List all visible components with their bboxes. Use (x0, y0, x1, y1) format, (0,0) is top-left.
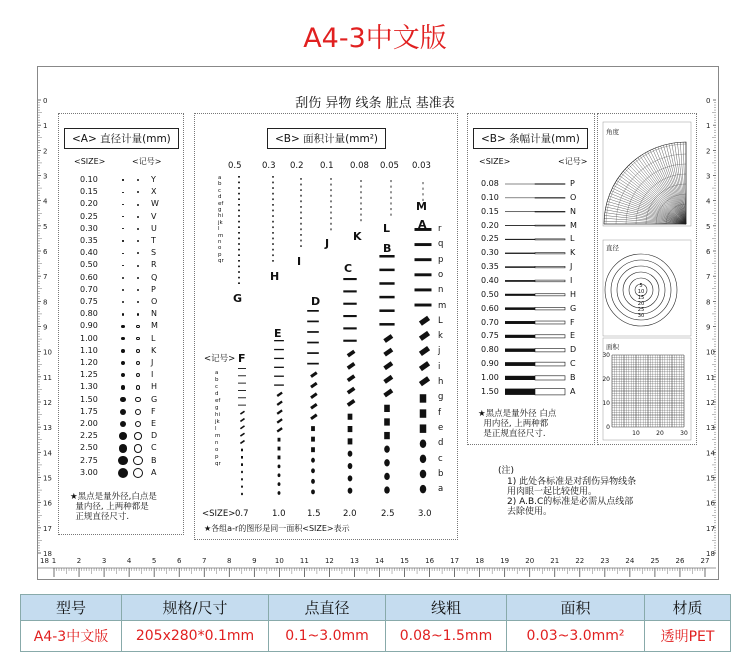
diameter-mark: H (151, 382, 158, 392)
diameter-circle-label: 25 (637, 307, 645, 313)
diameter-mark: J (151, 358, 154, 367)
area-top-value: 0.1 (320, 161, 334, 171)
diameter-mark: P (151, 284, 156, 294)
diameter-mark: S (151, 248, 157, 258)
ruler-right-label: 9 (706, 323, 711, 332)
diameter-mark: T (151, 236, 156, 245)
width-mark: O (570, 192, 577, 202)
ruler-left-label: 14 (43, 449, 52, 458)
ruler-right-label: 1 (706, 122, 711, 131)
ruler-left-label: 8 (43, 298, 48, 307)
width-mark: P (570, 179, 575, 188)
diameter-size-value: 1.20 (80, 358, 98, 367)
diameter-size-value: 1.00 (80, 333, 98, 343)
diameter-mark: A (151, 467, 157, 477)
width-mark: N (570, 206, 576, 216)
area-right-letter: f (438, 407, 441, 418)
spec-table (20, 594, 731, 652)
spec-value-material: 透明PET (645, 621, 731, 652)
diameter-mark-header: <记号> (132, 157, 162, 166)
diameter-mark: D (151, 431, 158, 441)
diameter-size-value: 0.40 (80, 248, 98, 258)
ruler-right-label: 4 (706, 197, 711, 206)
ruler-bottom-label: 5 (151, 557, 157, 565)
diameter-mark: G (151, 394, 158, 404)
spec-value-size: 205x280*0.1mm (122, 621, 269, 652)
ruler-right-label: 8 (706, 298, 711, 307)
ruler-right-label: 16 (706, 499, 715, 508)
width-size-header: <SIZE> (479, 157, 511, 166)
remarks-line-4: 去除使用。 (507, 507, 553, 517)
area-letter-column-top: abcdefghijklmnopqr (218, 175, 224, 265)
angle-ray (608, 199, 686, 224)
ruler-left-label: 17 (43, 524, 52, 533)
ruler-bottom-label: 14 (375, 557, 384, 565)
width-mark: M (570, 220, 577, 230)
ruler-bottom-label: 17 (450, 557, 460, 565)
width-size-value: 1.00 (481, 372, 499, 382)
ruler-left-label: 2 (43, 147, 48, 156)
area-top-value: 0.05 (380, 161, 399, 171)
diameter-mark: E (151, 419, 157, 428)
angle-gauge-label: 角度 (606, 128, 619, 136)
diameter-size-value: 0.70 (80, 284, 98, 294)
ruler-bottom-label: 4 (126, 557, 132, 565)
width-size-value: 0.80 (481, 345, 499, 355)
width-size-value: 0.50 (481, 289, 499, 299)
diameter-circle-label: 20 (637, 301, 645, 307)
ruler-left-label: 15 (43, 474, 52, 483)
ruler-right-label: 6 (706, 248, 711, 256)
width-size-value: 0.30 (481, 248, 499, 258)
width-size-value: 1.50 (481, 386, 499, 396)
diameter-mark: I (151, 370, 154, 380)
grid-x-label: 30 (680, 430, 688, 437)
spec-value-area: 0.03~3.0mm² (507, 621, 645, 652)
diameter-mark: C (151, 443, 157, 453)
angle-ray (638, 158, 686, 224)
ruler-bottom-label: 24 (625, 557, 635, 565)
ruler-bottom-label: 10 (274, 557, 284, 565)
ruler-bottom-label: 18 (475, 557, 485, 565)
diameter-size-value: 0.25 (80, 211, 98, 221)
ruler-bottom-label: 16 (425, 557, 435, 565)
width-size-value: 0.25 (481, 234, 499, 244)
area-gauge-label: 面积 (606, 343, 619, 351)
width-mark: E (570, 331, 576, 341)
spec-header-model: 型号 (21, 595, 122, 621)
area-mid-letter: C (344, 262, 353, 275)
width-mark: K (570, 248, 576, 258)
area-top-letter: L (383, 222, 391, 235)
width-size-value: 0.90 (481, 359, 499, 369)
angle-ray (661, 146, 686, 224)
diameter-size-value: 0.10 (80, 175, 98, 184)
diameter-mark: Q (151, 272, 158, 282)
area-right-letter: o (438, 269, 444, 280)
diameter-mark: W (151, 199, 159, 209)
area-right-letter: m (438, 300, 447, 311)
spec-header-line: 线粗 (386, 595, 507, 621)
diameter-size-value: 2.00 (80, 419, 98, 428)
ruler-left-label: 6 (43, 248, 48, 256)
grid-y-label: 10 (602, 400, 610, 407)
area-right-letter: n (438, 285, 444, 296)
diameter-size-value: 2.75 (80, 455, 98, 465)
diameter-mark: L (151, 333, 156, 343)
ruler-right-label: 15 (706, 474, 715, 483)
card-title: 刮伤 异物 线条 脏点 基准表 (295, 96, 455, 111)
area-mark-header: <记号> (204, 354, 236, 364)
diameter-mark: M (151, 321, 158, 331)
area-bottom-value: 2.5 (381, 509, 395, 519)
diameter-mark: K (151, 345, 157, 355)
remarks-line-2: 用肉眼一起比较使用。 (507, 487, 598, 497)
ruler-right-label: 12 (706, 399, 715, 407)
ruler-right-label: 11 (706, 373, 715, 382)
diameter-note: ★黑点是量外径,白点是 量内径, 上两种都是 正规直径尺寸. (70, 492, 157, 522)
angle-ray (620, 176, 686, 224)
width-mark: B (570, 372, 576, 382)
width-mark: C (570, 359, 576, 369)
area-right-letter: a (438, 484, 444, 495)
area-mid-letter: B (383, 242, 392, 255)
diameter-size-value: 0.75 (80, 297, 98, 306)
diameter-mark: R (151, 260, 157, 270)
area-bottom-value: 1.0 (272, 509, 286, 519)
ruler-bottom-label: 26 (675, 557, 685, 565)
diameter-mark: F (151, 406, 156, 416)
ruler-left-label: 13 (43, 424, 52, 433)
ruler-bottom-label: 19 (500, 557, 510, 565)
ruler-left-label: 10 (43, 348, 52, 357)
width-size-value: 0.40 (481, 275, 499, 285)
ruler-right-label: 18 (706, 550, 715, 558)
area-top-value: 0.3 (262, 161, 276, 171)
area-right-letter: p (438, 254, 444, 265)
ruler-left-label: 16 (43, 499, 52, 508)
diameter-circle-label: 10 (637, 289, 645, 295)
area-size-footer: <SIZE> (202, 509, 236, 519)
area-top-value: 0.5 (228, 161, 242, 171)
ruler-right-label: 3 (706, 172, 711, 181)
area-top-letter: K (353, 230, 362, 243)
area-top-letter: I (297, 255, 302, 268)
area-top-letter: G (233, 292, 243, 305)
ruler-bottom-label: 1 (51, 557, 57, 565)
width-mark: I (570, 275, 573, 285)
width-size-value: 0.35 (481, 262, 499, 272)
width-size-value: 0.75 (481, 331, 499, 341)
ruler-bottom-label: 22 (575, 557, 585, 565)
ruler-bottom-label: 25 (650, 557, 660, 565)
ruler-bottom-label: 12 (324, 557, 334, 565)
width-size-value: 0.15 (481, 206, 499, 216)
ruler-right-label: 13 (706, 424, 715, 433)
area-bottom-value: 2.0 (343, 509, 357, 519)
grid-y-label: 0 (606, 424, 610, 431)
diameter-mark: N (151, 309, 157, 319)
ruler-bottom-label: 20 (525, 557, 535, 565)
diameter-mark: O (151, 297, 158, 306)
diameter-size-value: 1.50 (80, 394, 98, 404)
area-right-letter: k (438, 331, 443, 342)
area-top-value: 0.08 (350, 161, 369, 171)
area-top-value: 0.2 (290, 161, 304, 171)
area-right-letter: d (438, 438, 444, 449)
ruler-bottom-label: 21 (550, 557, 560, 565)
ruler-bottom-label: 11 (299, 557, 309, 565)
spec-value-dot: 0.1~3.0mm (269, 621, 386, 652)
diameter-size-value: 0.60 (80, 272, 98, 282)
diameter-mark: V (151, 211, 157, 221)
ruler-bottom-label: 13 (350, 557, 359, 565)
diameter-size-value: 1.75 (80, 406, 98, 416)
ruler-left-label: 0 (43, 97, 48, 105)
ruler-left-label: 7 (43, 273, 48, 282)
area-right-letter: L (438, 315, 443, 326)
ruler-bottom-label: 3 (101, 557, 107, 565)
diameter-size-value: 2.50 (80, 443, 98, 453)
width-size-value: 0.60 (481, 303, 499, 313)
spec-value-model: A4-3中文版 (21, 621, 122, 652)
spec-header-size: 规格/尺寸 (122, 595, 269, 621)
ruler-left-label: 18 (43, 550, 52, 558)
diameter-size-value: 0.90 (80, 321, 98, 331)
spec-table-value-row (21, 621, 731, 652)
ruler-left-label: 4 (43, 197, 48, 206)
diameter-mark: U (151, 223, 157, 233)
area-top-letter: H (270, 270, 280, 283)
area-bottom-value: 3.0 (418, 509, 432, 519)
area-right-letter: q (438, 239, 444, 250)
area-mid-letter: A (418, 218, 427, 231)
width-mark: L (570, 234, 575, 244)
section-width-title: <B> 条幅计量(mm) (473, 128, 588, 149)
diameter-mark: X (151, 187, 157, 197)
ruler-right-label: 7 (706, 273, 711, 282)
page-heading: A4-3中文版 (303, 23, 447, 54)
remarks-head: (注) (498, 466, 515, 476)
ruler-bottom-label: 23 (600, 557, 610, 565)
remarks-line-3: 2) A.B.C的标准是必需从点线部 (507, 497, 634, 507)
width-mark: F (570, 317, 575, 327)
diameter-size-value: 1.10 (80, 345, 98, 355)
ruler-left-label: 9 (43, 323, 48, 332)
area-bottom-value: 1.5 (307, 509, 321, 519)
area-bottom-value: 0.7 (235, 509, 249, 519)
diameter-size-value: 3.00 (80, 467, 98, 477)
grid-y-label: 20 (602, 376, 610, 383)
section-diameter-title: <A> 直径计量(mm) (64, 128, 179, 149)
area-right-letter: h (438, 377, 444, 387)
width-size-value: 0.10 (481, 192, 499, 202)
width-mark: G (570, 303, 577, 313)
width-size-value: 0.70 (481, 317, 499, 327)
ruler-bottom-label: 27 (700, 557, 710, 565)
width-mark: J (570, 262, 573, 272)
section-area-title: <B> 面积计量(mm²) (267, 128, 386, 149)
area-mid-letter: D (311, 295, 321, 308)
width-mark: D (570, 345, 577, 355)
ruler-right-label: 10 (706, 348, 715, 357)
area-right-letter: e (438, 422, 444, 433)
area-right-letter: r (438, 224, 442, 234)
diameter-circle-label: 30 (637, 313, 645, 319)
area-top-value: 0.03 (412, 161, 431, 171)
area-right-letter: c (438, 453, 443, 464)
area-mid-letter: E (274, 327, 282, 340)
ruler-bottom-label: 2 (76, 557, 82, 565)
area-top-letter: J (325, 237, 330, 250)
ruler-right-label: 5 (706, 222, 711, 231)
ruler-bottom-label: 15 (400, 557, 409, 565)
ruler-bottom-label: 7 (201, 557, 207, 565)
ruler-corner-label: 18 (40, 557, 49, 565)
area-mid-letter: F (238, 352, 246, 365)
spec-header-material: 材质 (645, 595, 731, 621)
diameter-mark: B (151, 455, 157, 465)
area-right-letter: g (438, 392, 444, 403)
diameter-size-value: 1.30 (80, 382, 98, 392)
remarks-line-1: 1) 此处各标准是对刮伤异物线条 (507, 477, 637, 487)
ruler-bottom-label: 9 (252, 557, 257, 565)
width-size-value: 0.08 (481, 179, 499, 188)
ruler-right-label: 2 (706, 147, 711, 156)
ruler-left-label: 1 (43, 122, 48, 131)
width-note: ★黑点是量外径 白点 用内径, 上两种都 是正规直径尺寸. (478, 409, 557, 439)
diameter-size-header: <SIZE> (74, 157, 106, 166)
width-mark: H (570, 289, 577, 299)
diameter-circle-label: 5 (639, 283, 643, 289)
ruler-left-label: 11 (43, 373, 52, 382)
diameter-size-value: 1.25 (80, 370, 98, 380)
diameter-size-value: 0.80 (80, 309, 98, 319)
ruler-right-label: 17 (706, 524, 715, 533)
area-right-letter: j (438, 346, 441, 357)
diameter-size-value: 0.30 (80, 223, 98, 233)
width-mark: A (570, 386, 576, 396)
ruler-right-label: 14 (706, 449, 715, 458)
ruler-bottom-label: 8 (227, 557, 232, 565)
diameter-circle-label: 15 (637, 295, 645, 301)
spec-value-line: 0.08~1.5mm (386, 621, 507, 652)
diameter-size-value: 0.50 (80, 260, 98, 270)
grid-x-label: 20 (656, 430, 664, 437)
diameter-mark: Y (151, 175, 156, 184)
ruler-bottom-label: 6 (176, 557, 182, 565)
area-top-letter: M (416, 200, 427, 213)
spec-header-area: 面积 (507, 595, 645, 621)
spec-table-header-row (21, 595, 731, 621)
diameter-gauge-label: 直径 (606, 244, 619, 252)
area-letter-column-bottom: abcdefghijklmnopqr (215, 370, 221, 467)
ruler-left-label: 12 (43, 399, 52, 407)
area-right-letter: b (438, 468, 444, 479)
area-right-letter: i (438, 361, 441, 372)
ruler-left-label: 5 (43, 222, 48, 231)
grid-y-label: 30 (602, 352, 610, 359)
spec-header-dot: 点直径 (269, 595, 386, 621)
width-mark-header: <记号> (558, 157, 588, 166)
ruler-left-label: 3 (43, 172, 48, 181)
diameter-size-value: 0.20 (80, 199, 98, 209)
diameter-size-value: 2.25 (80, 431, 98, 441)
ruler-right-label: 0 (706, 97, 711, 105)
grid-x-label: 10 (632, 430, 640, 437)
diameter-size-value: 0.35 (80, 236, 98, 245)
area-note: ★各组a-r的图形是同一面积<SIZE>表示 (204, 524, 350, 533)
diameter-size-value: 0.15 (80, 187, 98, 197)
width-size-value: 0.20 (481, 220, 499, 230)
